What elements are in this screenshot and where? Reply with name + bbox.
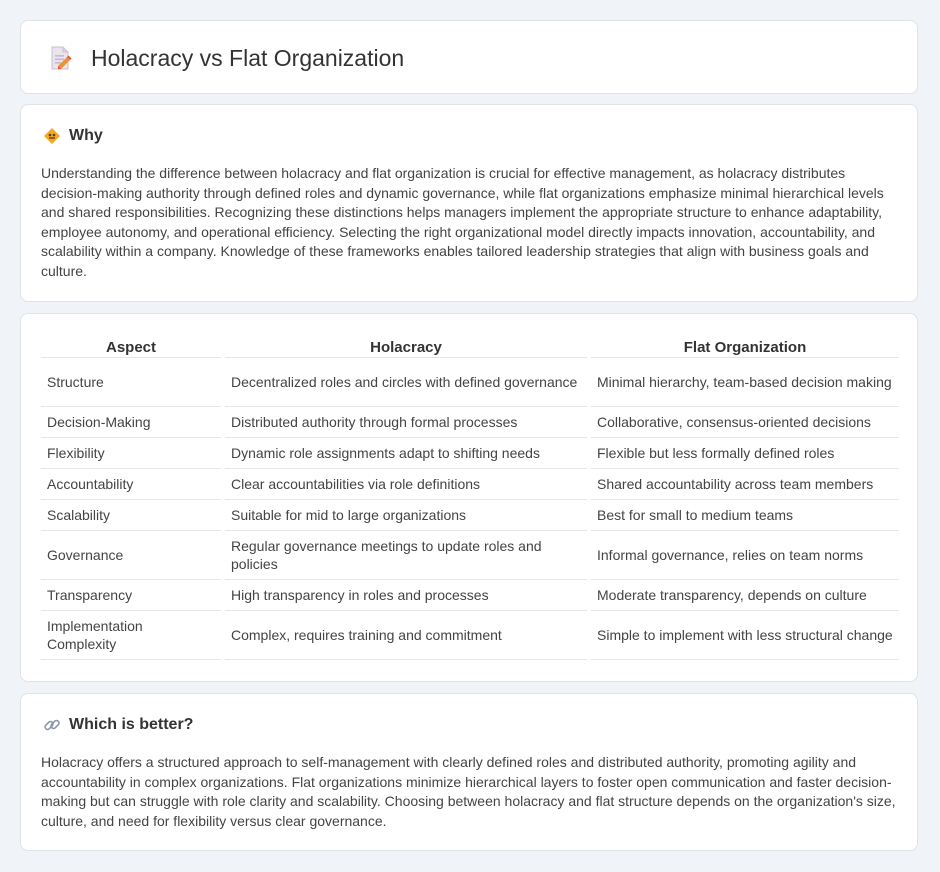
- flat-cell: Informal governance, relies on team norms: [591, 531, 899, 580]
- table-row: [41, 358, 899, 407]
- better-title: Which is better?: [69, 716, 194, 733]
- header-card: [20, 20, 918, 94]
- table-row: [41, 407, 899, 438]
- column-header-holacracy: Holacracy: [225, 336, 587, 358]
- column-header-aspect: Aspect: [41, 336, 221, 358]
- better-heading: [43, 714, 193, 736]
- holacracy-cell: Decentralized roles and circles with defined governance: [225, 358, 587, 407]
- aspect-cell: Transparency: [41, 580, 221, 611]
- aspect-cell: Decision-Making: [41, 407, 221, 438]
- diamond-sign-icon: [43, 127, 61, 145]
- flat-cell: Flexible but less formally defined roles: [591, 438, 899, 469]
- aspect-cell: Governance: [41, 531, 221, 580]
- document-pencil-icon: [45, 43, 75, 73]
- aspect-cell: Implementation Complexity: [41, 611, 221, 660]
- table-row: [41, 580, 899, 611]
- why-title: Why: [69, 127, 103, 144]
- why-section: [20, 104, 918, 302]
- table-row: [41, 469, 899, 500]
- flat-cell: Moderate transparency, depends on culture: [591, 580, 899, 611]
- why-text: Understanding the difference between holacracy and flat organization is crucial for effective management, as holacracy distributes decision-making authority through defined roles and dynamic governance, while flat organizations emphasize minimal hierarchical levels and shared responsibilities. Recognizing these distinctions helps managers implement the appropriate structure to enhance adaptability, employee autonomy, and operational efficiency. Selecting the right organizational model directly impacts innovation, accountability, and scalability within a company. Knowledge of these frameworks enables tailored leadership strategies that align with business goals and culture.: [41, 165, 884, 279]
- comparison-section: [20, 313, 918, 682]
- table-row: [41, 438, 899, 469]
- table-row: [41, 611, 899, 660]
- holacracy-cell: Dynamic role assignments adapt to shifting needs: [225, 438, 587, 469]
- flat-cell: Best for small to medium teams: [591, 500, 899, 531]
- aspect-cell: Flexibility: [41, 438, 221, 469]
- holacracy-cell: Regular governance meetings to update roles and policies: [225, 531, 587, 580]
- aspect-cell: Structure: [41, 358, 221, 407]
- flat-cell: Minimal hierarchy, team-based decision making: [591, 358, 899, 407]
- table-row: [41, 531, 899, 580]
- flat-cell: Simple to implement with less structural change: [591, 611, 899, 660]
- which-is-better-section: [20, 693, 918, 851]
- title-row: [45, 43, 404, 73]
- page-title: Holacracy vs Flat Organization: [91, 45, 405, 71]
- flat-cell: Shared accountability across team members: [591, 469, 899, 500]
- table-row: [41, 500, 899, 531]
- flat-cell: Collaborative, consensus-oriented decisions: [591, 407, 899, 438]
- comparison-table: [37, 336, 903, 660]
- aspect-cell: Accountability: [41, 469, 221, 500]
- aspect-cell: Scalability: [41, 500, 221, 531]
- holacracy-cell: Clear accountabilities via role definitions: [225, 469, 587, 500]
- column-header-flat: Flat Organization: [591, 336, 899, 358]
- holacracy-cell: Suitable for mid to large organizations: [225, 500, 587, 531]
- holacracy-cell: Distributed authority through formal processes: [225, 407, 587, 438]
- holacracy-cell: Complex, requires training and commitment: [225, 611, 587, 660]
- holacracy-cell: High transparency in roles and processes: [225, 580, 587, 611]
- why-heading: [43, 125, 103, 147]
- table-header-row: [41, 336, 899, 358]
- better-text: Holacracy offers a structured approach to self-management with clearly defined roles and distributed authority, promoting agility and accountability in complex organizations. Flat organizations minimize hierarchical layers to foster open communication and faster decision-making but can struggle with role clarity and scalability. Choosing between holacracy and flat structure depends on the organization's size, culture, and need for flexibility versus clear governance.: [41, 754, 896, 829]
- link-icon: [43, 716, 61, 734]
